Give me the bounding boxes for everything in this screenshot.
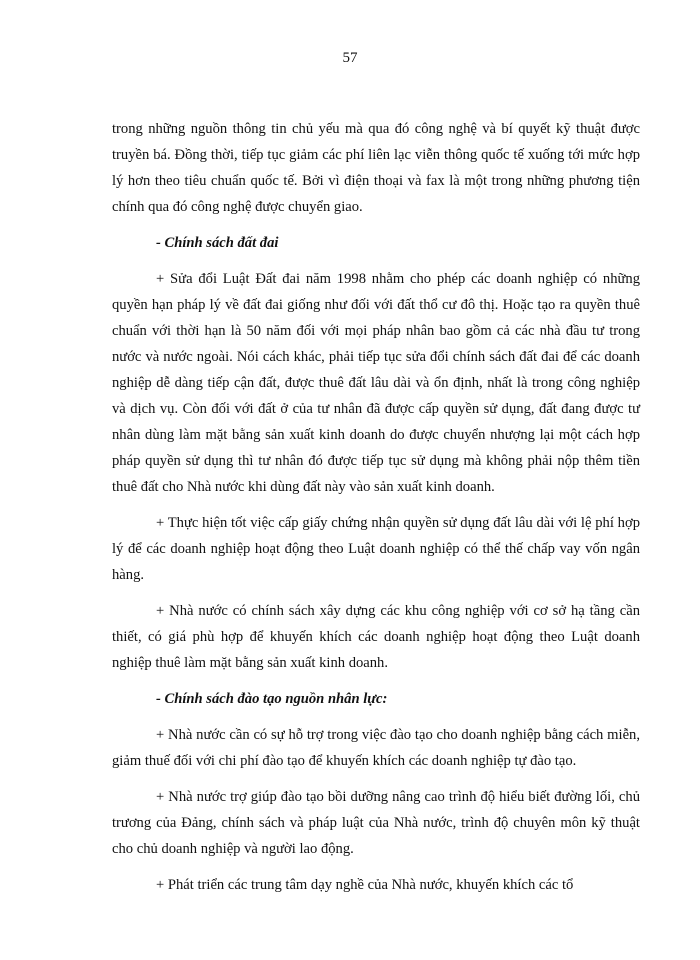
paragraph-land-use-certificate: + Thực hiện tốt việc cấp giấy chứng nhận quyền sử dụng đất lâu dài với lệ phí hợp lý để các doanh nghiệp hoạt động theo Luật doanh nghiệp có thể thế chấp vay vốn ngân hàng.	[112, 515, 640, 583]
page-number: 57	[342, 50, 358, 66]
paragraph-training-tax-support: + Nhà nước cần có sự hỗ trợ trong việc đào tạo cho doanh nghiệp bằng cách miễn, giảm thuế đối với chi phí đào tạo để khuyến khích các doanh nghiệp tự đào tạo.	[112, 727, 640, 769]
document-body	[112, 116, 640, 908]
paragraph-training-assistance: + Nhà nước trợ giúp đào tạo bồi dưỡng nâng cao trình độ hiểu biết đường lối, chủ trương của Đảng, chính sách và pháp luật của Nhà nước, trình độ chuyên môn kỹ thuật cho chủ doanh nghiệp và người lao động.	[112, 789, 640, 857]
paragraph-vocational-centers: + Phát triển các trung tâm dạy nghề của Nhà nước, khuyến khích các tổ	[156, 877, 574, 893]
paragraph-land-law-amendment: + Sửa đổi Luật Đất đai năm 1998 nhằm cho phép các doanh nghiệp có những quyền hạn pháp lý về đất đai giống như đối với đất thổ cư đô thị. Hoặc tạo ra quyền thuê chuẩn với thời hạn là 50 năm đối với mọi pháp nhân bao gồm cả các nhà đầu tư trong nước và nước ngoài. Nói cách khác, phải tiếp tục sửa đổi chính sách đất đai để các doanh nghiệp dễ dàng tiếp cận đất, được thuê đất lâu dài và ổn định, nhất là trong công nghiệp và dịch vụ. Còn đối với đất ở của tư nhân đã được cấp quyền sử dụng, đất đang được tư nhân dùng làm mặt bằng sản xuất kinh doanh do được chuyển nhượng lại một cách hợp pháp quyền sử dụng thì tư nhân đó được tiếp tục sử dụng mà không phải nộp thêm tiền thuê đất cho Nhà nước khi dùng đất này vào sản xuất kinh doanh.	[112, 271, 640, 495]
section-heading-land-policy: - Chính sách đất đai	[156, 235, 279, 251]
paragraph-intro: trong những nguồn thông tin chủ yếu mà qua đó công nghệ và bí quyết kỹ thuật được truyền bá. Đồng thời, tiếp tục giảm các phí liên lạc viễn thông quốc tế xuống tới mức hợp lý hơn theo tiêu chuẩn quốc tế. Bởi vì điện thoại và fax là một trong những phương tiện chính qua đó công nghệ được chuyển giao.	[112, 121, 640, 215]
section-heading-hr-training: - Chính sách đào tạo nguồn nhân lực:	[156, 691, 388, 707]
paragraph-industrial-zones: + Nhà nước có chính sách xây dựng các khu công nghiệp với cơ sở hạ tầng cần thiết, có giá phù hợp để khuyến khích các doanh nghiệp hoạt động theo Luật doanh nghiệp thuê làm mặt bằng sản xuất kinh doanh.	[112, 603, 640, 671]
